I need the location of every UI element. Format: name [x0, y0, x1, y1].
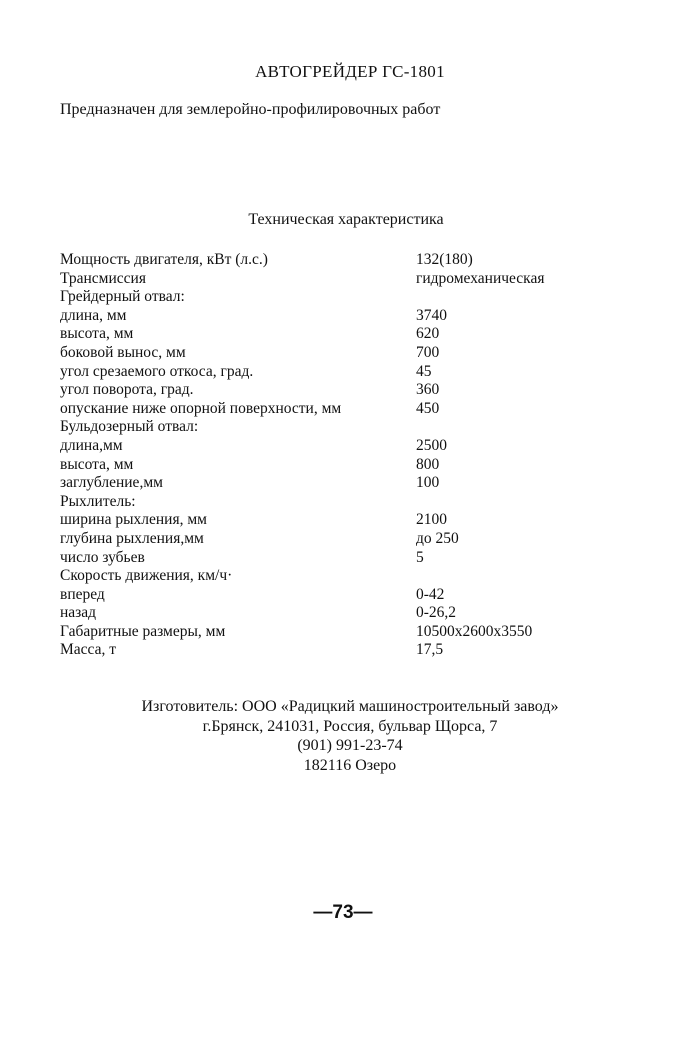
- spec-value: гидромеханическая: [416, 269, 545, 287]
- spec-label: число зубьев: [60, 548, 145, 566]
- spec-value: 100: [416, 474, 440, 492]
- spec-row: [60, 344, 620, 363]
- spec-row: [60, 251, 620, 270]
- spec-label: вперед: [60, 585, 105, 603]
- spec-label: длина,мм: [60, 436, 123, 454]
- spec-value: 2500: [416, 436, 447, 454]
- spec-label: Скорость движения, км/ч·: [60, 567, 233, 585]
- spec-row: [60, 418, 620, 437]
- spec-value: 800: [416, 455, 440, 473]
- spec-value: 360: [416, 381, 440, 399]
- spec-row: [60, 456, 620, 475]
- spec-label: Мощность двигателя, кВт (л.с.): [60, 251, 268, 268]
- spec-value: 5: [416, 548, 424, 566]
- spec-label: Масса, т: [60, 641, 117, 659]
- manufacturer-name: Изготовитель: ООО «Радицкий машиностроительный завод»: [141, 698, 559, 715]
- spec-value: 45: [416, 362, 432, 380]
- spec-label: Грейдерный отвал:: [60, 288, 185, 306]
- spec-value: 450: [416, 399, 440, 417]
- spec-row: [60, 270, 620, 289]
- page-number: —73—: [313, 902, 373, 923]
- spec-value: до 250: [416, 529, 459, 547]
- spec-row: [60, 381, 620, 400]
- spec-row: [60, 567, 620, 586]
- manufacturer-block: [0, 697, 700, 775]
- spec-label: высота, мм: [60, 455, 134, 473]
- spec-value: 132(180): [416, 251, 473, 268]
- spec-value: 0-26,2: [416, 604, 457, 622]
- spec-row: [60, 530, 620, 549]
- spec-value: 0-42: [416, 585, 445, 603]
- spec-value: 700: [416, 343, 440, 361]
- spec-table: [60, 251, 620, 660]
- spec-label: Трансмиссия: [60, 269, 146, 287]
- spec-heading: Техническая характеристика: [248, 211, 444, 228]
- spec-label: боковой вынос, мм: [60, 343, 186, 361]
- spec-row: [60, 363, 620, 382]
- spec-value: 620: [416, 325, 440, 343]
- spec-row: [60, 604, 620, 623]
- spec-row: [60, 493, 620, 512]
- spec-row: [60, 511, 620, 530]
- spec-label: длина, мм: [60, 306, 127, 324]
- spec-label: глубина рыхления,мм: [60, 529, 204, 547]
- manufacturer-phone: (901) 991-23-74: [297, 737, 403, 754]
- spec-row: [60, 437, 620, 456]
- spec-row: [60, 325, 620, 344]
- spec-row: [60, 586, 620, 605]
- spec-value: 17,5: [416, 641, 444, 659]
- manufacturer-postal: 182116 Озеро: [303, 756, 397, 774]
- spec-value: 10500x2600x3550: [416, 622, 533, 640]
- spec-label: угол поворота, град.: [60, 381, 194, 399]
- spec-label: Рыхлитель:: [60, 492, 136, 510]
- spec-label: угол срезаемого откоса, град.: [60, 362, 254, 380]
- manufacturer-address: г.Брянск, 241031, Россия, бульвар Щорса, 7: [202, 717, 498, 735]
- spec-row: [60, 288, 620, 307]
- spec-value: 3740: [416, 306, 447, 324]
- spec-label: Габаритные размеры, мм: [60, 622, 226, 640]
- spec-value: 2100: [416, 511, 447, 529]
- spec-row: [60, 549, 620, 568]
- spec-row: [60, 400, 620, 419]
- spec-label: ширина рыхления, мм: [60, 511, 207, 529]
- spec-row: [60, 623, 620, 642]
- spec-label: высота, мм: [60, 325, 134, 343]
- spec-row: [60, 474, 620, 493]
- spec-row: [60, 307, 620, 326]
- spec-label: заглубление,мм: [60, 474, 163, 492]
- spec-label: назад: [60, 604, 97, 622]
- spec-label: Бульдозерный отвал:: [60, 418, 199, 436]
- purpose-text: Предназначен для землеройно-профилировочных работ: [60, 101, 441, 118]
- spec-row: [60, 641, 620, 660]
- spec-label: опускание ниже опорной поверхности, мм: [60, 399, 342, 417]
- document-title: АВТОГРЕЙДЕР ГС-1801: [255, 62, 445, 81]
